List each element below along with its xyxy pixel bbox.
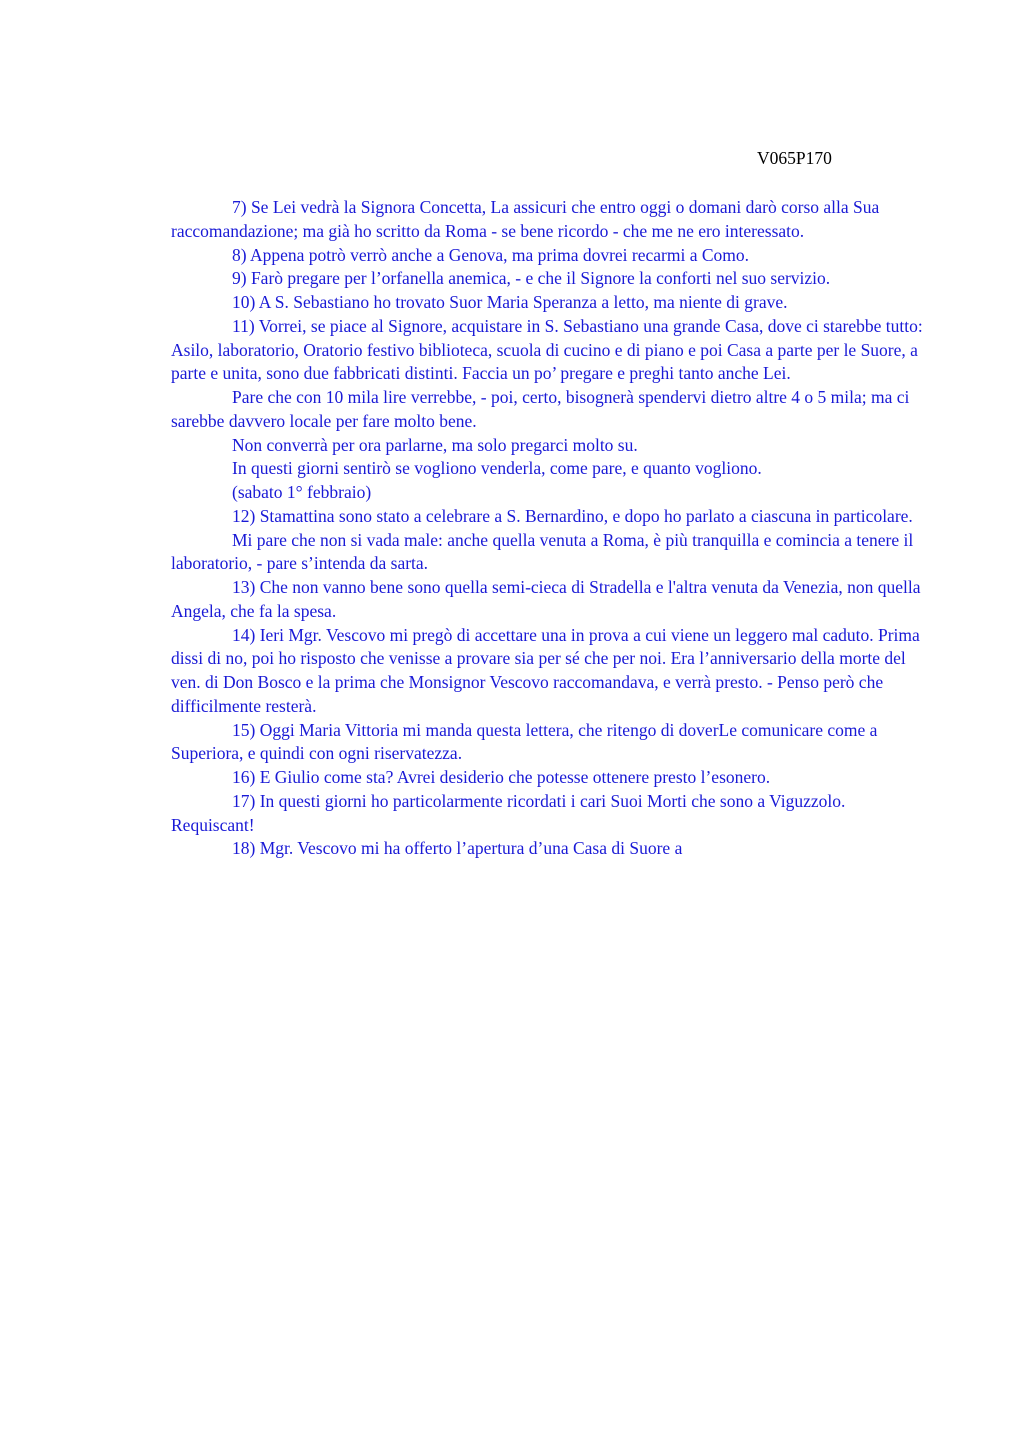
letter-body [171,196,923,861]
paragraph-item-11: 11) Vorrei, se piace al Signore, acquistare in S. Sebastiano una grande Casa, dove ci starebbe tutto: Asilo, laboratorio, Oratorio festivo biblioteca, scuola di cucino e di piano e poi Casa a parte per le Suore, a parte e unita, sono due fabbricati distinti. Faccia un po’ pregare e preghi tanto anche Lei. [171,315,923,384]
paragraph-item-10: 10) A S. Sebastiano ho trovato Suor Maria Speranza a letto, ma niente di grave. [232,292,788,312]
page-code: V065P170 [757,148,832,168]
paragraph-item-15: 15) Oggi Maria Vittoria mi manda questa lettera, che ritengo di doverLe comunicare come a Superiora, e quindi con ogni riservatezza. [171,719,878,764]
paragraph-item-17: 17) In questi giorni ho particolarmente ricordati i cari Suoi Morti che sono a Viguzzolo. Requiscant! [171,790,846,835]
paragraph-item-8: 8) Appena potrò verrò anche a Genova, ma prima dovrei recarmi a Como. [232,244,750,265]
paragraph-item-14: 14) Ieri Mgr. Vescovo mi pregò di accettare una in prova a cui viene un leggero mal caduto. Prima dissi di no, poi ho risposto che venisse a provare sia per sé che per noi. Era l’anniversario della morte del ven. di Don Bosco e la prima che Monsignor Vescovo raccomandava, e verrà presto. - Penso però che difficilmente resterà. [171,624,920,716]
paragraph-item-7: 7) Se Lei vedrà la Signora Concetta, La assicuri che entro oggi o domani darò corso alla Sua raccomandazione; ma già ho scritto da Roma - se bene ricordo - che me ne ero interessato. [171,197,880,241]
paragraph-continuation: Pare che con 10 mila lire verrebbe, - poi, certo, bisognerà spendervi dietro altre 4 o 5 mila; ma ci sarebbe davvero locale per fare molto bene. [171,387,910,431]
paragraph-continuation: In questi giorni sentirò se vogliono venderla, come pare, e quanto vogliono. [232,458,762,479]
paragraph-continuation: Mi pare che non si vada male: anche quella venuta a Roma, è più tranquilla e comincia a tenere il laboratorio, - pare s’intenda da sarta. [171,529,914,574]
paragraph-item-18: 18) Mgr. Vescovo mi ha offerto l’apertura d’una Casa di Suore a [232,838,683,859]
paragraph-item-16: 16) E Giulio come sta? Avrei desiderio che potesse ottenere presto l’esonero. [232,767,771,787]
paragraph-item-12: 12) Stamattina sono stato a celebrare a S. Bernardino, e dopo ho parlato a ciascuna in particolare. [232,505,913,526]
paragraph-continuation: Non converrà per ora parlarne, ma solo pregarci molto su. [232,434,638,455]
paragraph-item-13: 13) Che non vanno bene sono quella semi-cieca di Stradella e l'altra venuta da Venezia, non quella Angela, che fa la spesa. [171,577,921,621]
paragraph-item-9: 9) Farò pregare per l’orfanella anemica, - e che il Signore la conforti nel suo servizio. [232,268,831,289]
date-note: (sabato 1° febbraio) [232,482,372,502]
